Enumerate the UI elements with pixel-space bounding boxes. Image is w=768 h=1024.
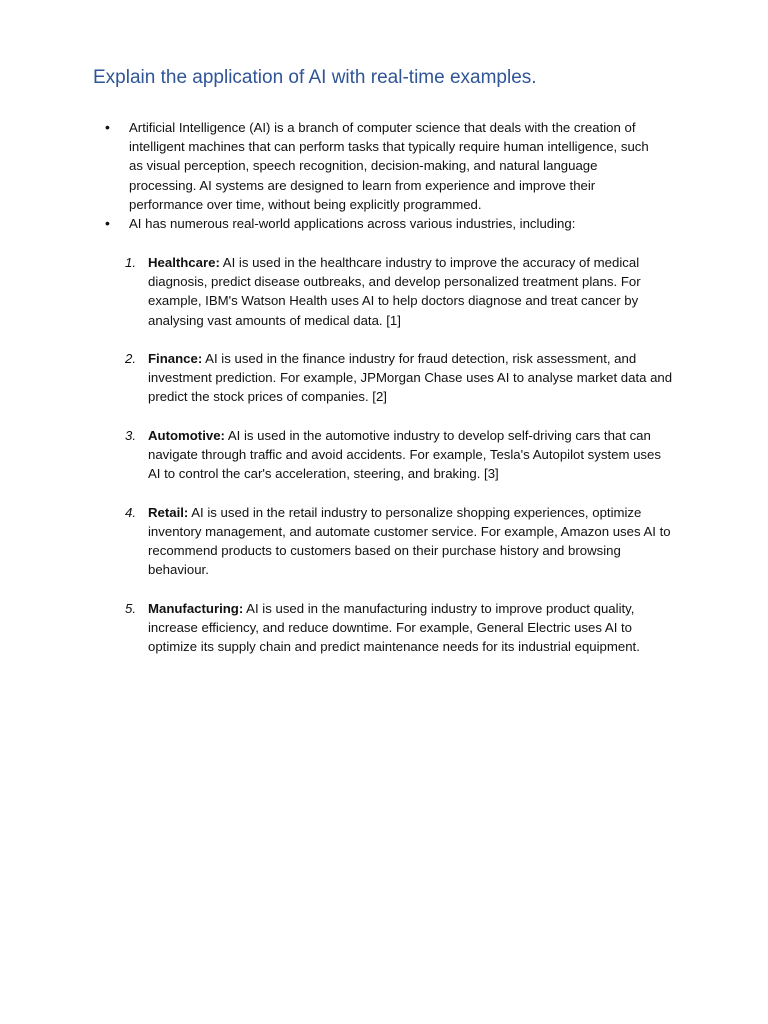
bullet-marker: • <box>105 119 110 135</box>
bullet-item-definition <box>0 118 659 214</box>
bullet-text: Artificial Intelligence (AI) is a branch of computer science that deals with the creation of intelligent machines that can perform tasks that typically require human intelligence, such as visual perception, speech recognition, decision-making, and natural language processing. AI systems are designed to learn from experience and improve their performance over time, without being explicitly programmed. <box>129 120 649 212</box>
application-text: AI is used in the healthcare industry to improve the accuracy of medical diagnosis, predict disease outbreaks, and develop personalized treatment plans. For example, IBM's Watson Health uses AI to help doctors diagnose and treat cancer by analysing vast amounts of medical data. [1] <box>148 255 641 328</box>
application-item-retail <box>0 503 676 580</box>
bullet-list <box>0 118 768 233</box>
application-label: Finance: <box>148 351 203 366</box>
list-number: 1. <box>125 255 136 270</box>
applications-list <box>0 253 768 675</box>
list-number: 2. <box>125 351 136 366</box>
application-text: AI is used in the manufacturing industry to improve product quality, increase efficiency, and reduce downtime. For example, General Electric uses AI to optimize its supply chain and predict maintenance needs for its industrial equipment. <box>148 600 640 654</box>
application-item-automotive <box>0 426 676 484</box>
application-label: Healthcare: <box>148 255 220 270</box>
application-text: AI is used in the retail industry to personalize shopping experiences, optimize inventory management, and automate customer service. For example, Amazon uses AI to recommend products to customers based on their purchase history and browsing behaviour. <box>148 504 671 578</box>
application-label: Manufacturing: <box>148 600 244 616</box>
list-number: 3. <box>125 427 136 443</box>
application-item-manufacturing <box>0 599 676 657</box>
document-title: Explain the application of AI with real-time examples. <box>93 67 537 88</box>
application-label: Retail: <box>148 504 189 520</box>
application-label: Automotive: <box>148 427 225 443</box>
application-item-finance <box>0 349 676 407</box>
bullet-text: AI has numerous real-world applications across various industries, including: <box>129 216 576 232</box>
bullet-item-applications-intro <box>0 214 659 233</box>
list-number: 5. <box>125 600 136 616</box>
list-number: 4. <box>125 504 136 520</box>
application-item-healthcare <box>0 253 676 330</box>
bullet-marker: • <box>105 215 110 232</box>
application-text: AI is used in the automotive industry to develop self-driving cars that can navigate through traffic and avoid accidents. For example, Tesla's Autopilot system uses AI to control the car's acceleration, steering, and braking. [3] <box>148 427 661 482</box>
application-text: AI is used in the finance industry for fraud detection, risk assessment, and investment prediction. For example, JPMorgan Chase uses AI to analyse market data and predict the stock prices of companies. [2] <box>148 351 673 405</box>
